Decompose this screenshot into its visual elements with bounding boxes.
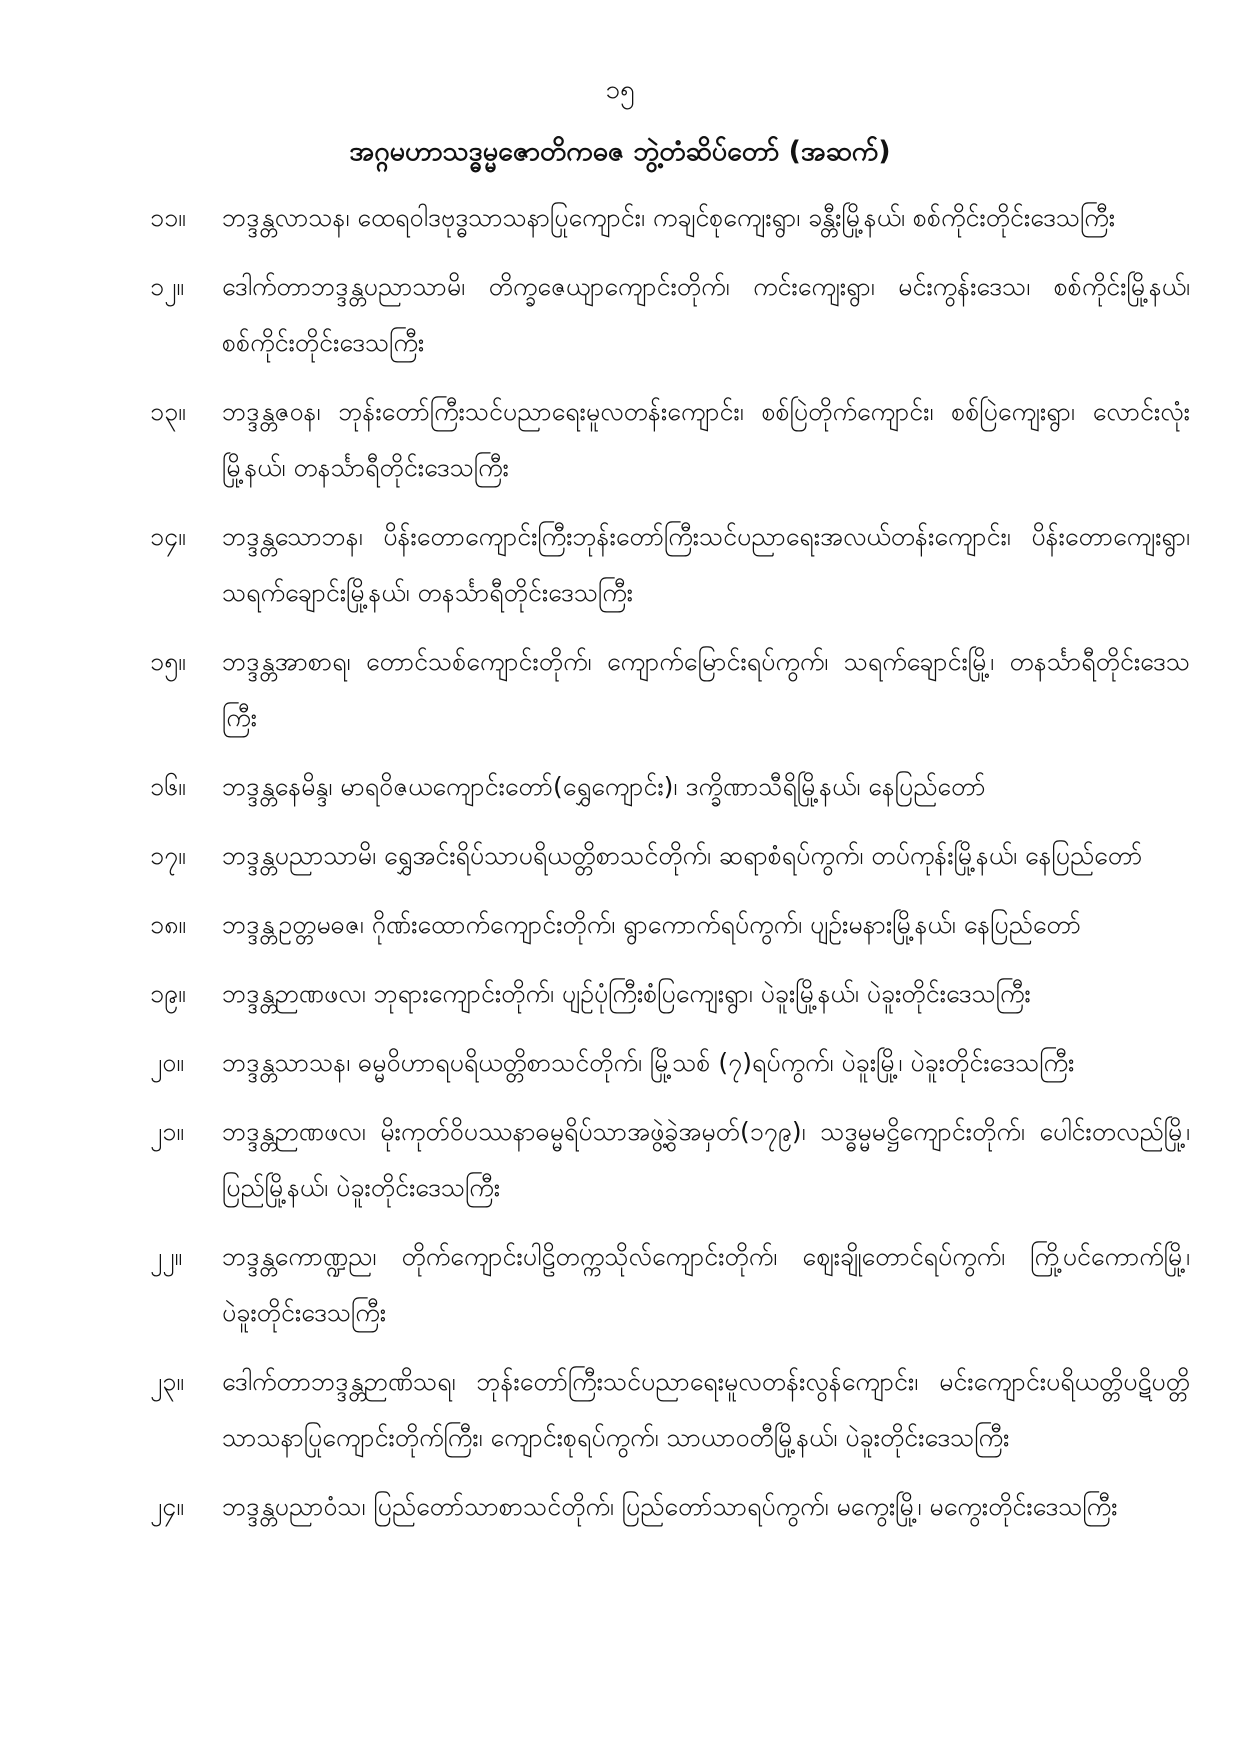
list-item [150,190,1190,246]
item-number: ၁၉။ [150,979,186,1008]
item-text: ဘဒ္ဒန္တအာစာရ၊ တောင်သစ်ကျောင်းတိုက်၊ ကျောက်မြောင်းရပ်ကွက်၊ သရက်ချောင်းမြို့၊ တနင်္သာရီတိုင်းဒေသကြီး [222,647,1190,732]
page-title: အဂ္ဂမဟာသဒ္ဓမ္မဇောတိကဓဇ ဘွဲ့တံဆိပ်တော် (အဆက်) [349,136,891,167]
item-text: ဘဒ္ဒန္တဉာဏဖလ၊ မိုးကုတ်ဝိပဿနာဓမ္မရိပ်သာအဖွဲ့ခွဲအမှတ်(၁၇၉)၊ သဒ္ဓမ္မမဋ္ဌိကျောင်းတိုက်၊ ပေါင်းတလည်မြို့၊ ပြည်မြို့နယ်၊ ပဲခူးတိုင်းဒေသကြီး [222,1117,1190,1202]
item-number: ၁၇။ [150,841,186,870]
item-text: ဒေါက်တာဘဒ္ဒန္တဉာဏိသရ၊ ဘုန်းတော်ကြီးသင်ပညာရေးမူလတန်းလွန်ကျောင်း၊ မင်းကျောင်းပရိယတ္တိပဋိပတ္တိသာသနာပြုကျောင်းတိုက်ကြီး၊ ကျောင်းစုရပ်ကွက်၊ သာယာဝတီမြို့နယ်၊ ပဲခူးတိုင်းဒေသကြီး [222,1367,1190,1452]
item-text: ဘဒ္ဒန္တပညာဝံသ၊ ပြည်တော်သာစာသင်တိုက်၊ ပြည်တော်သာရပ်ကွက်၊ မကွေးမြို့၊ မကွေးတိုင်းဒေသကြီး [222,1492,1118,1521]
item-number: ၁၂။ [150,272,184,301]
item-number: ၂၄။ [150,1492,184,1521]
item-text: ဒေါက်တာဘဒ္ဒန္တပညာသာမိ၊ တိက္ခဇေယျာကျောင်းတိုက်၊ ကင်းကျေးရွာ၊ မင်းကွန်းဒေသ၊ စစ်ကိုင်းမြို့နယ်၊ စစ်ကိုင်းတိုင်းဒေသကြီး [222,272,1190,357]
list-item [150,966,1190,1022]
item-text: ဘဒ္ဒန္တနေမိန္ဒ၊ မာရဝိဇယကျောင်းတော်(ရွှေကျောင်း)၊ ဒက္ခိဏာသီရိမြို့နယ်၊ နေပြည်တော် [222,772,986,801]
item-number: ၁၃။ [150,397,186,426]
list-item [150,1229,1190,1341]
item-number: ၂၀။ [150,1048,184,1077]
item-number: ၁၈။ [150,910,186,939]
recipient-list [150,190,1190,1548]
list-item [150,259,1190,371]
item-number: ၂၁။ [150,1117,184,1146]
list-item [150,634,1190,746]
list-item [150,828,1190,884]
item-number: ၂၂။ [150,1242,183,1271]
item-number: ၂၃။ [150,1367,184,1396]
item-number: ၁၄။ [150,522,186,551]
list-item [150,1354,1190,1466]
item-number: ၁၁။ [150,203,186,232]
item-text: ဘဒ္ဒန္တဇဝန၊ ဘုန်းတော်ကြီးသင်ပညာရေးမူလတန်းကျောင်း၊ စစ်ပြဲတိုက်ကျောင်း၊ စစ်ပြဲကျေးရွာ၊ လောင်းလုံးမြို့နယ်၊ တနင်္သာရီတိုင်းဒေသကြီး [222,397,1190,482]
list-item [150,1035,1190,1091]
item-text: ဘဒ္ဒန္တဉာဏဖလ၊ ဘုရားကျောင်းတိုက်၊ ပျဉ်ပုံကြီးစံပြကျေးရွာ၊ ပဲခူးမြို့နယ်၊ ပဲခူးတိုင်းဒေသကြီး [222,979,1031,1008]
list-item [150,897,1190,953]
page-number: ၁၅ [605,75,635,105]
list-item [150,384,1190,496]
item-text: ဘဒ္ဒန္တပညာသာမိ၊ ရွှေအင်းရိပ်သာပရိယတ္တိစာသင်တိုက်၊ ဆရာစံရပ်ကွက်၊ တပ်ကုန်းမြို့နယ်၊ နေပြည်တော် [222,841,1143,870]
item-text: ဘဒ္ဒန္တသာသန၊ ဓမ္မဝိဟာရပရိယတ္တိစာသင်တိုက်၊ မြို့သစ် (၇)ရပ်ကွက်၊ ပဲခူးမြို့၊ ပဲခူးတိုင်းဒေသကြီး [222,1048,1075,1077]
item-number: ၁၆။ [150,772,186,801]
item-text: ဘဒ္ဒန္တဥတ္တမဓဇ၊ ဂိုဏ်းထောက်ကျောင်းတိုက်၊ ရွာကောက်ရပ်ကွက်၊ ပျဉ်းမနားမြို့နယ်၊ နေပြည်တော် [222,910,1082,939]
item-text: ဘဒ္ဒန္တလာသန၊ ထေရဝါဒဗုဒ္ဓသာသနာပြုကျောင်း၊ ကချင်စုကျေးရွာ၊ ခန္တီးမြို့နယ်၊ စစ်ကိုင်းတိုင်းဒေသကြီး [222,203,1116,232]
item-text: ဘဒ္ဒန္တကောဏ္ဍည၊ တိုက်ကျောင်းပါဠိတက္ကသိုလ်ကျောင်းတိုက်၊ ဈေးချိုတောင်ရပ်ကွက်၊ ကြို့ပင်ကောက်မြို့၊ ပဲခူးတိုင်းဒေသကြီး [222,1242,1190,1327]
list-item [150,759,1190,815]
item-number: ၁၅။ [150,647,186,676]
list-item [150,1104,1190,1216]
list-item [150,1479,1190,1535]
item-text: ဘဒ္ဒန္တသောဘန၊ ပိန်းတောကျောင်းကြီးဘုန်းတော်ကြီးသင်ပညာရေးအလယ်တန်းကျောင်း၊ ပိန်းတောကျေးရွာ၊ သရက်ချောင်းမြို့နယ်၊ တနင်္သာရီတိုင်းဒေသကြီး [222,522,1190,607]
list-item [150,509,1190,621]
